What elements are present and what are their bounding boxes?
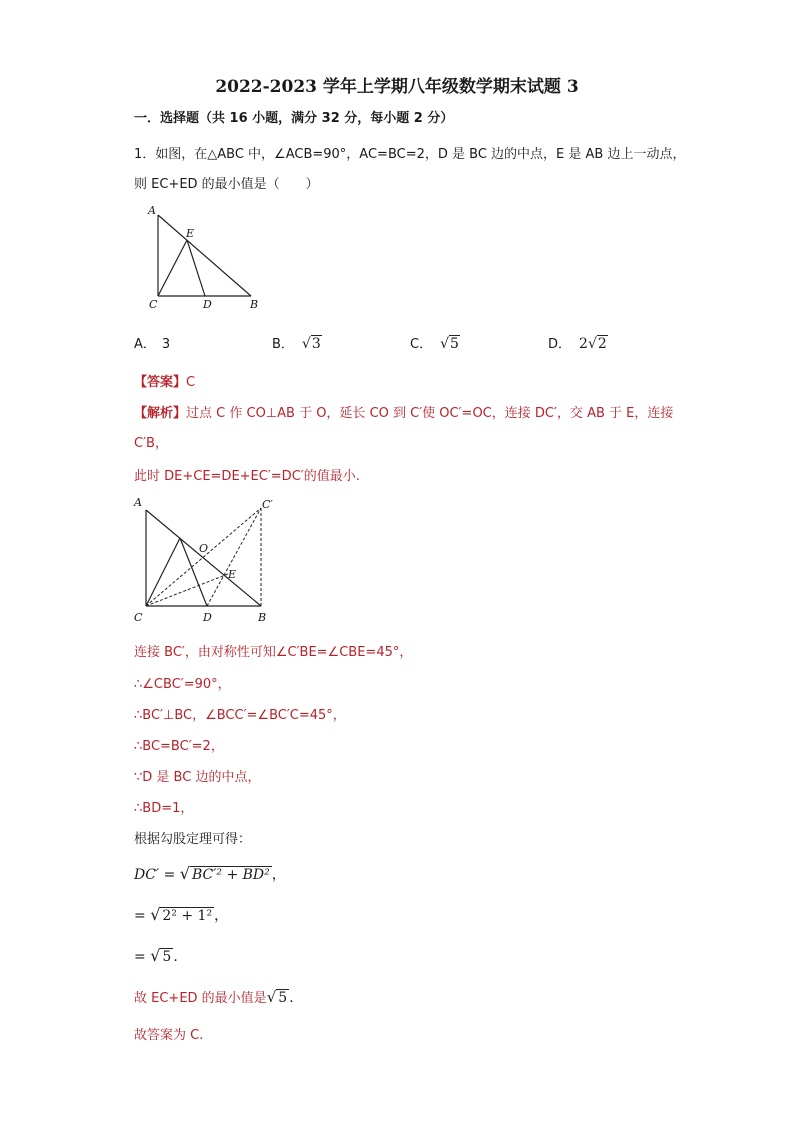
analysis-text-line2: 此时 DE+CE=DE+EC′=DC′的值最小. bbox=[134, 469, 360, 484]
segment-ce-dashed bbox=[146, 574, 228, 606]
formula-1: DC′ = √ BC′² + BD² ， bbox=[134, 864, 286, 883]
label-a: A bbox=[134, 496, 142, 509]
formula-2-prefix: = bbox=[134, 908, 146, 924]
conclusion-suffix: . bbox=[289, 990, 294, 1006]
step-6: ∴BD=1， bbox=[134, 801, 194, 816]
formula-2-radicand: 2² + 1² bbox=[162, 908, 213, 924]
option-c-radical: √5 bbox=[440, 336, 459, 352]
option-d-coefficient: 2 bbox=[579, 336, 588, 352]
label-c-prime: C′ bbox=[262, 498, 273, 511]
option-b[interactable] bbox=[272, 333, 322, 352]
question-figure bbox=[140, 200, 270, 315]
question-text-line1: 1．如图，在△ABC 中，∠ACB=90°，AC=BC=2，D 是 BC 边的中点，E 是 AB 边上一动点， bbox=[134, 147, 686, 162]
option-a-letter: A． bbox=[134, 337, 156, 352]
analysis-label: 【解析】 bbox=[134, 406, 187, 421]
option-c[interactable] bbox=[410, 333, 460, 352]
section-heading: 一．选择题（共 16 小题，满分 32 分，每小题 2 分） bbox=[134, 111, 454, 126]
option-d-letter: D． bbox=[548, 337, 572, 352]
step-7: 根据勾股定理可得： bbox=[134, 832, 252, 847]
option-d-radical: √2 bbox=[587, 336, 607, 352]
option-c-letter: C． bbox=[410, 337, 433, 352]
label-b: B bbox=[258, 611, 267, 624]
option-d-radicand: 2 bbox=[597, 336, 607, 352]
label-d: D bbox=[203, 611, 212, 624]
analysis-line1 bbox=[134, 402, 673, 421]
option-b-letter: B． bbox=[272, 337, 294, 352]
answer-label: 【答案】 bbox=[134, 375, 187, 390]
conclusion-line: 故 EC+ED 的最小值是√ 5 . bbox=[134, 988, 294, 1006]
analysis-figure bbox=[128, 492, 278, 627]
option-d[interactable] bbox=[548, 333, 608, 352]
segment-ce bbox=[158, 240, 187, 296]
label-o: O bbox=[199, 542, 209, 555]
option-b-radical: √3 bbox=[301, 336, 321, 352]
step-2: ∴∠CBC′=90°， bbox=[134, 677, 231, 692]
formula-3-prefix: = bbox=[134, 949, 146, 965]
option-c-value: 5 bbox=[450, 336, 459, 352]
formula-3-suffix: . bbox=[173, 949, 178, 965]
label-d: D bbox=[203, 298, 212, 311]
formula-1-lhs: DC′ = bbox=[134, 867, 176, 883]
step-5: ∵D 是 BC 边的中点， bbox=[134, 770, 261, 785]
formula-1-suffix: ， bbox=[271, 867, 286, 883]
formula-3-radicand: 5 bbox=[162, 949, 172, 965]
label-a: A bbox=[148, 204, 156, 217]
answer-value: C bbox=[186, 375, 196, 390]
analysis-text-line1: 过点 C 作 CO⊥AB 于 O，延长 CO 到 C′使 OC′=OC，连接 DC′，交 AB 于 E，连接 bbox=[186, 406, 674, 421]
step-1: 连接 BC′，由对称性可知∠C′BE=∠CBE=45°， bbox=[134, 645, 413, 660]
formula-3: = √ 5 . bbox=[134, 946, 178, 965]
label-c: C bbox=[134, 611, 143, 624]
segment-dc-prime bbox=[207, 508, 261, 606]
option-a-value: 3 bbox=[161, 337, 171, 352]
label-c: C bbox=[149, 298, 158, 311]
segment-ce bbox=[146, 538, 180, 606]
answer-line bbox=[134, 371, 195, 390]
step-3: ∴BC′⊥BC，∠BCC′=∠BC′C=45°， bbox=[134, 708, 346, 723]
segment-ab bbox=[158, 215, 251, 296]
formula-2-suffix: ， bbox=[214, 908, 229, 924]
label-e: E bbox=[186, 227, 195, 240]
label-e: E bbox=[228, 568, 237, 581]
final-answer: 故答案为 C. bbox=[134, 1028, 204, 1043]
step-4: ∴BC=BC′=2， bbox=[134, 739, 224, 754]
conclusion-prefix: 故 EC+ED 的最小值是 bbox=[134, 991, 267, 1006]
formula-2: = √ 2² + 1² ， bbox=[134, 905, 229, 924]
label-b: B bbox=[250, 298, 259, 311]
question-text-line2: 则 EC+ED 的最小值是（ ） bbox=[134, 177, 319, 192]
analysis-text-line1b: C′B， bbox=[134, 436, 168, 451]
conclusion-radicand: 5 bbox=[278, 990, 288, 1006]
formula-1-radicand: BC′² + BD² bbox=[191, 867, 270, 883]
page-title: 2022-2023 学年上学期八年级数学期末试题 3 bbox=[215, 77, 579, 97]
option-a[interactable] bbox=[134, 333, 170, 352]
option-b-value: 3 bbox=[311, 336, 321, 352]
